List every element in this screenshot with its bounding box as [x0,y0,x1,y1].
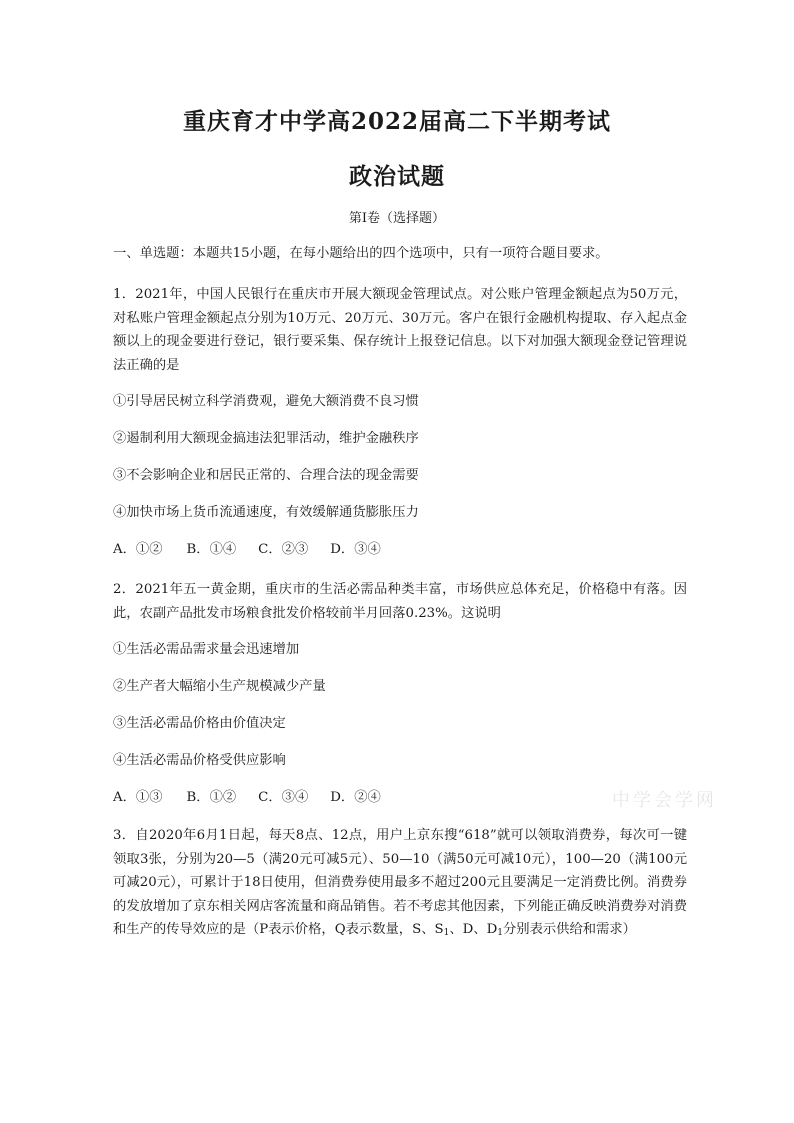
q1-statement-4: ④加快市场上货币流通速度，有效缓解通货膨胀压力 [113,505,419,520]
q3-stem-subscript-2: 1 [497,928,503,938]
subject-title: 政治试题 [349,163,445,190]
q3-stem-part-b: 、D、D [449,922,498,937]
watermark: 中学会学网 [612,790,717,811]
q1-statement-3: ③不会影响企业和居民正常的、合理合法的现金需要 [113,468,419,483]
q3-stem-part-a: 3．自2020年6月1日起，每天8点、12点，用户上京东搜“618”就可以领取消费券，每次可一键领取3张，分别为20—5（满20元可减5元）、50—10（满50元可减10元），100—20（满100元可减20元），可累计于18日使用，但消费券使用最多不超过200元且要满足一定消费比例。消费券的发放增加了京东相关网店客流量和商品销售。若不考虑其他因素，下列能正确反映消费券对消费和生产的传导效应的是（P表示价格，Q表示数量，S、S [113,828,687,937]
q1-options [113,538,693,561]
q2-option-a: A．①③ [113,790,163,805]
question-3-stem [113,824,687,946]
q1-option-a: A．①② [113,542,163,557]
section-instruction: 一、单选题：本题共15小题，在每小题给出的四个选项中，只有一项符合题目要求。 [113,246,609,261]
q2-statement-3: ③生活必需品价格由价值决定 [113,716,286,731]
q2-option-c: C．③④ [258,790,309,805]
q2-option-d: D．②④ [330,790,381,805]
q3-stem-part-c: 分别表示供给和需求） [503,922,636,937]
question-1-stem: 1．2021年，中国人民银行在重庆市开展大额现金管理试点。对公账户管理金额起点为50万元，对私账户管理金额起点分别为10万元、20万元、30万元。客户在银行金融机构提取、存入起点金额以上的现金要进行登记，银行要采集、保存统计上报登记信息。以下对加强大额现金登记管理说法正确的是 [113,287,687,373]
q1-statement-2: ②遏制利用大额现金搞违法犯罪活动，维护金融秩序 [113,431,419,446]
q2-statement-1: ①生活必需品需求量会迅速增加 [113,642,300,657]
q1-statement-1: ①引导居民树立科学消费观，避免大额消费不良习惯 [113,394,419,409]
q2-option-b: B．①② [186,790,237,805]
q2-statement-2: ②生产者大幅缩小生产规模减少产量 [113,679,326,694]
volume-heading: 第Ⅰ卷（选择题） [348,211,446,226]
q1-option-b: B．①④ [186,542,237,557]
q1-option-d: D．③④ [330,542,381,557]
exam-title: 重庆育才中学高2022届高二下半期考试 [182,108,611,135]
q2-options [113,786,693,809]
q2-statement-4: ④生活必需品价格受供应影响 [113,753,286,768]
q3-stem-subscript-1: 1 [443,928,450,938]
q1-option-c: C．②③ [258,542,309,557]
question-2-stem: 2．2021年五一黄金期，重庆市的生活必需品种类丰富，市场供应总体充足，价格稳中有落。因此，农副产品批发市场粮食批发价格较前半月回落0.23%。这说明 [113,582,687,621]
